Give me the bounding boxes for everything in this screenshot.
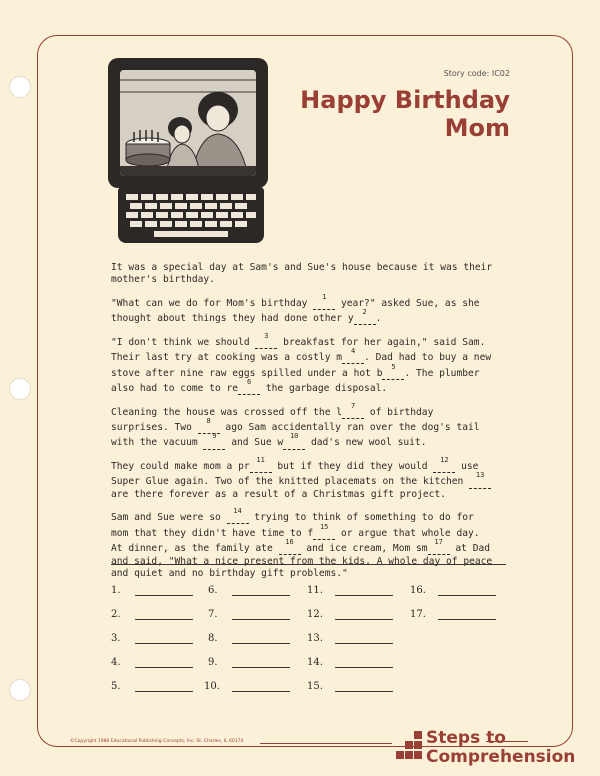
footer-rule bbox=[260, 743, 392, 744]
answer-line[interactable] bbox=[335, 608, 393, 620]
answer-item-17[interactable] bbox=[410, 608, 496, 620]
answer-number: 1. bbox=[111, 585, 121, 596]
answer-line[interactable] bbox=[232, 608, 290, 620]
answer-number: 17. bbox=[410, 609, 426, 620]
story-text-segment: Cleaning the house was crossed off the l bbox=[111, 406, 343, 418]
story-text-segment: ago Sam accidentally ran over the dog's tail with the vacuum bbox=[111, 422, 480, 449]
binder-hole-middle bbox=[9, 378, 31, 400]
blank-6[interactable]: 6 bbox=[238, 380, 260, 395]
answer-line[interactable] bbox=[232, 680, 290, 692]
story-paragraph-1: It was a special day at Sam's and Sue's house because it was their mother's birthday. bbox=[111, 262, 493, 286]
story-text-segment: . bbox=[375, 313, 382, 325]
keyboard-keys bbox=[118, 187, 264, 243]
answer-item-9[interactable] bbox=[208, 656, 290, 668]
answer-number: 7. bbox=[208, 609, 218, 620]
answer-number: 13. bbox=[307, 633, 323, 644]
story-text-segment: . Dad had to buy a new stove after nine raw eggs spilled under a hot b bbox=[111, 352, 492, 379]
answer-number: 2. bbox=[111, 609, 121, 620]
answer-item-13[interactable] bbox=[307, 632, 393, 644]
answer-line[interactable] bbox=[335, 584, 393, 596]
blank-12[interactable]: 12 bbox=[433, 458, 455, 473]
binder-hole-bottom bbox=[9, 679, 31, 701]
birthday-scene-illustration bbox=[120, 70, 256, 176]
answer-item-4[interactable] bbox=[111, 656, 193, 668]
blank-9[interactable]: 9 bbox=[203, 434, 225, 449]
answer-item-3[interactable] bbox=[111, 632, 193, 644]
answer-item-11[interactable] bbox=[307, 584, 393, 596]
logo-text-line-1: Steps to bbox=[426, 728, 506, 748]
answer-number: 5. bbox=[111, 681, 121, 692]
logo-rule bbox=[486, 741, 528, 742]
answer-item-1[interactable] bbox=[111, 584, 193, 596]
story-text-segment: Sam and Sue were so bbox=[111, 512, 227, 524]
answer-line[interactable] bbox=[135, 608, 193, 620]
story-text-segment: . The plumber also had to come to re bbox=[111, 367, 480, 395]
answer-item-12[interactable] bbox=[307, 608, 393, 620]
blank-11[interactable]: 11 bbox=[250, 458, 272, 473]
story-paragraph-2 bbox=[111, 292, 495, 326]
blank-14[interactable]: 14 bbox=[227, 509, 249, 524]
answer-number: 3. bbox=[111, 633, 121, 644]
answer-item-5[interactable] bbox=[111, 680, 193, 692]
blank-10[interactable]: 10 bbox=[283, 434, 305, 449]
story-paragraph-4 bbox=[111, 401, 495, 450]
monitor-screen bbox=[120, 70, 256, 176]
answer-line[interactable] bbox=[438, 608, 496, 620]
blank-16[interactable]: 16 bbox=[279, 540, 301, 555]
story-text-segment: and ice cream, Mom sm bbox=[300, 543, 428, 555]
computer-keyboard-illustration bbox=[118, 187, 264, 243]
answer-item-7[interactable] bbox=[208, 608, 290, 620]
answer-line[interactable] bbox=[438, 584, 496, 596]
story-text bbox=[111, 262, 495, 588]
answer-number: 11. bbox=[307, 585, 323, 596]
blank-13[interactable]: 13 bbox=[469, 473, 491, 488]
blank-2[interactable]: 2 bbox=[354, 310, 376, 325]
blank-15[interactable]: 15 bbox=[313, 525, 335, 540]
binder-hole-top bbox=[9, 76, 31, 98]
story-text-segment: but if they did they would bbox=[271, 461, 434, 473]
story-text-segment: They could make mom a pr bbox=[111, 461, 250, 473]
answer-line[interactable] bbox=[232, 656, 290, 668]
answer-line[interactable] bbox=[335, 680, 393, 692]
answer-number: 15. bbox=[307, 681, 323, 692]
answer-item-15[interactable] bbox=[307, 680, 393, 692]
answer-line[interactable] bbox=[135, 680, 193, 692]
answer-line[interactable] bbox=[135, 632, 193, 644]
blank-4[interactable]: 4 bbox=[342, 349, 364, 364]
computer-monitor-illustration bbox=[108, 58, 268, 188]
answer-number: 14. bbox=[307, 657, 323, 668]
copyright-notice: ©Copyright 1986 Educational Publishing Concepts, Inc. St. Charles, IL 60174 bbox=[70, 739, 244, 744]
answer-line[interactable] bbox=[335, 632, 393, 644]
story-text-segment: of birthday surprises. Two bbox=[111, 406, 434, 434]
answer-line[interactable] bbox=[232, 632, 290, 644]
blank-3[interactable]: 3 bbox=[255, 334, 277, 349]
story-text-segment: or argue that whole day. At dinner, as the family ate bbox=[111, 527, 480, 555]
story-paragraph-5 bbox=[111, 455, 495, 501]
story-text-segment: use Super Glue again. Two of the knitted placemats on the kitchen bbox=[111, 461, 479, 488]
blank-1[interactable]: 1 bbox=[313, 295, 335, 310]
title-line-1: Happy Birthday bbox=[300, 86, 510, 114]
answer-item-8[interactable] bbox=[208, 632, 290, 644]
answer-item-14[interactable] bbox=[307, 656, 393, 668]
story-paragraph-6 bbox=[111, 509, 495, 580]
story-code: Story code: IC02 bbox=[443, 69, 510, 78]
answer-line[interactable] bbox=[135, 656, 193, 668]
logo-text-line-2: Comprehension bbox=[426, 747, 576, 767]
answer-number: 9. bbox=[208, 657, 218, 668]
title-line-2: Mom bbox=[444, 114, 510, 142]
answer-line[interactable] bbox=[232, 584, 290, 596]
story-text-segment: the garbage disposal. bbox=[260, 383, 388, 395]
answer-number: 8. bbox=[208, 633, 218, 644]
blank-17[interactable]: 17 bbox=[428, 540, 450, 555]
answer-number: 10. bbox=[204, 681, 220, 692]
section-divider bbox=[111, 564, 506, 565]
answer-item-2[interactable] bbox=[111, 608, 193, 620]
answer-line[interactable] bbox=[135, 584, 193, 596]
story-text-segment: and Sue w bbox=[225, 437, 284, 449]
story-text-segment: "I don't think we should bbox=[111, 336, 256, 348]
story-text-segment: year?" asked Sue, as she thought about things they had done other y bbox=[111, 297, 480, 325]
answer-item-6[interactable] bbox=[208, 584, 290, 596]
answer-number: 4. bbox=[111, 657, 121, 668]
steps-logo-icon bbox=[396, 731, 424, 761]
answer-number: 12. bbox=[307, 609, 323, 620]
answer-number: 6. bbox=[208, 585, 218, 596]
answer-item-10[interactable] bbox=[204, 680, 290, 692]
story-paragraph-3 bbox=[111, 331, 495, 396]
story-text-segment: trying to think of something to do for mom that they didn't have time to f bbox=[111, 512, 474, 539]
blank-5[interactable]: 5 bbox=[382, 365, 404, 380]
blank-7[interactable]: 7 bbox=[342, 404, 364, 419]
story-text-segment: are there forever as a result of a Christmas gift project. bbox=[111, 488, 447, 500]
answer-number: 16. bbox=[410, 585, 426, 596]
blank-8[interactable]: 8 bbox=[198, 419, 220, 434]
story-text-segment: breakfast for her again," said Sam. Their last try at cooking was a costly m bbox=[111, 336, 486, 364]
answer-line[interactable] bbox=[335, 656, 393, 668]
story-text-segment: at Dad and said, "What a nice present from the kids. A whole day of peace and quiet and no birthday gift problems." bbox=[111, 543, 493, 579]
story-text-segment: dad's new wool suit. bbox=[305, 437, 427, 449]
story-text-segment: "What can we do for Mom's birthday bbox=[111, 297, 314, 309]
page-title bbox=[300, 86, 510, 142]
answer-item-16[interactable] bbox=[410, 584, 496, 596]
